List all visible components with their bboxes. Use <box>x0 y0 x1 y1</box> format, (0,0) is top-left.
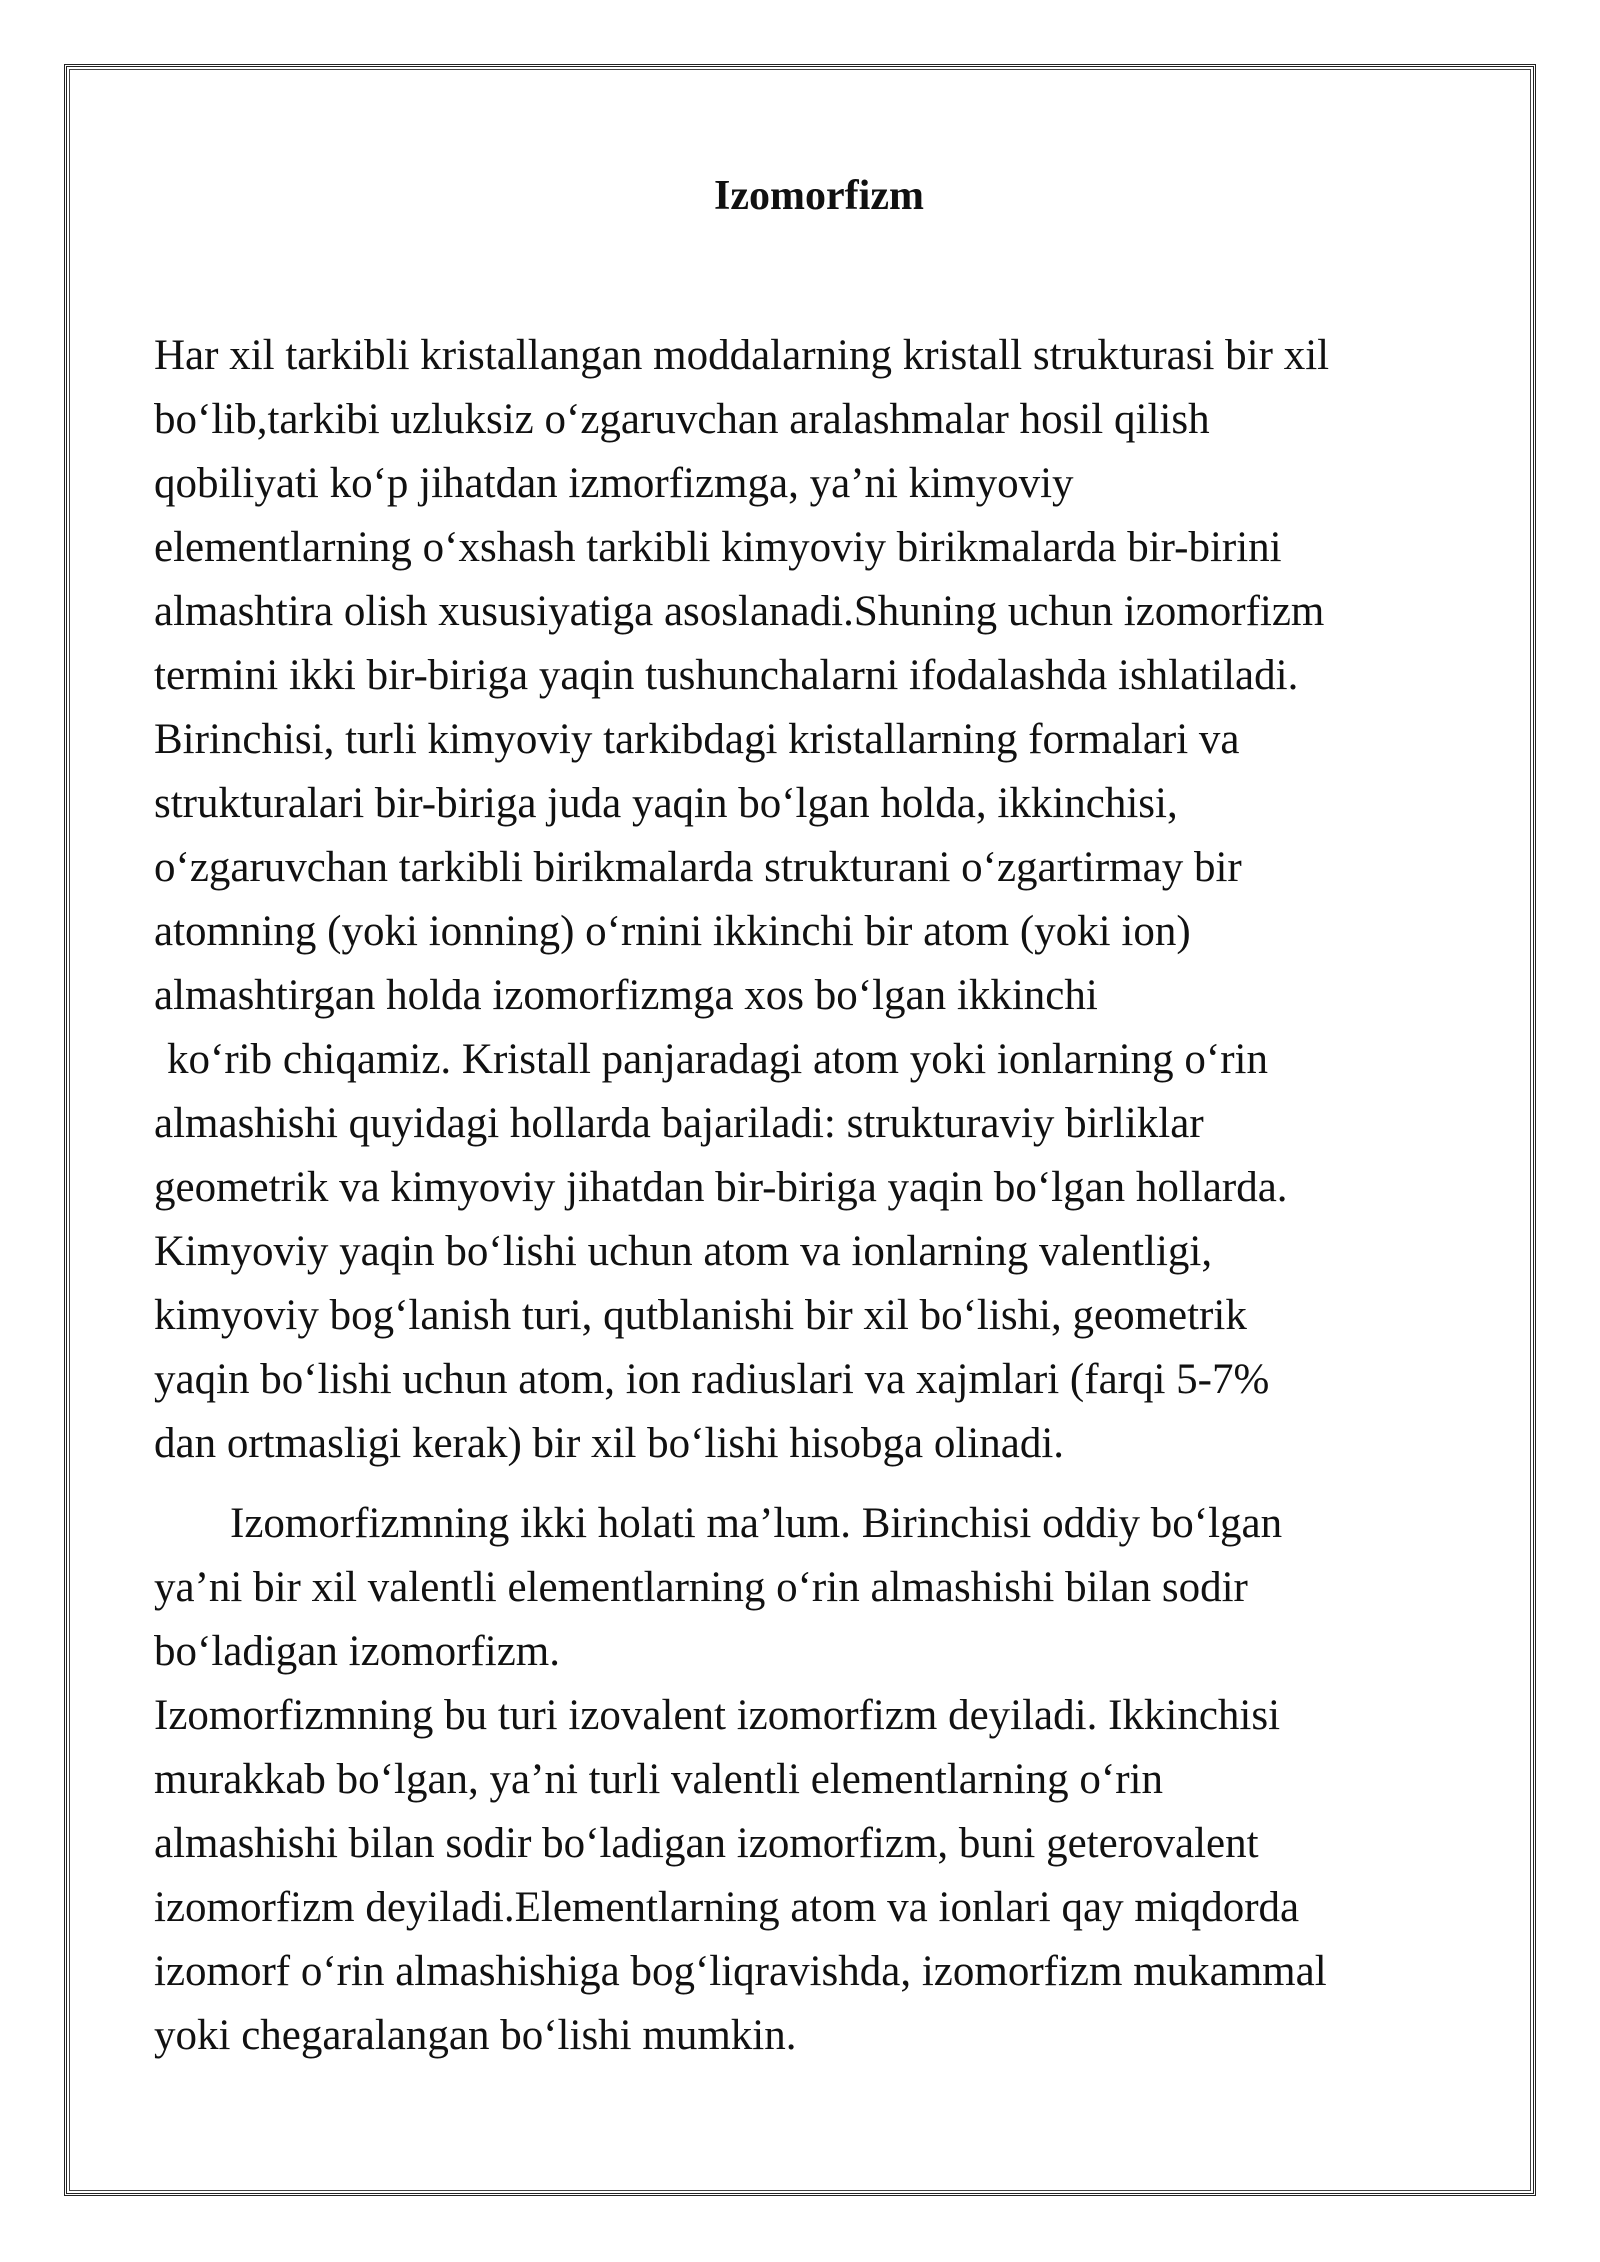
text-line: murakkab bo‘lgan, ya’ni turli valentli elementlarning o‘rin <box>154 1756 1163 1803</box>
text-line: yoki chegaralangan bo‘lishi mumkin. <box>154 2012 797 2059</box>
text-line: almashtirgan holda izomorfizmga xos bo‘lgan ikkinchi <box>154 972 1098 1019</box>
text-line: qobiliyati ko‘p jihatdan izmorfizmga, ya’ni kimyoviy <box>154 460 1074 507</box>
document-body <box>154 166 1484 2068</box>
text-line: Izomorfizmning ikki holati ma’lum. Birinchisi oddiy bo‘lgan <box>230 1500 1283 1547</box>
text-line: o‘zgaruvchan tarkibli birikmalarda strukturani o‘zgartirmay bir <box>154 844 1242 891</box>
text-line: izomorf o‘rin almashishiga bog‘liqravishda, izomorfizm mukammal <box>154 1948 1327 1995</box>
text-line: Izomorfizmning bu turi izovalent izomorfizm deyiladi. Ikkinchisi <box>154 1692 1281 1739</box>
text-line: kimyoviy bog‘lanish turi, qutblanishi bir xil bo‘lishi, geometrik <box>154 1292 1247 1339</box>
text-line: Birinchisi, turli kimyoviy tarkibdagi kristallarning formalari va <box>154 716 1240 763</box>
paragraph-1 <box>154 324 1484 1476</box>
text-line: termini ikki bir-biriga yaqin tushunchalarni ifodalashda ishlatiladi. <box>154 652 1299 699</box>
text-line: Har xil tarkibli kristallangan moddalarning kristall strukturasi bir xil <box>154 332 1330 379</box>
paragraph-2 <box>154 1492 1484 2068</box>
text-line: strukturalari bir-biriga juda yaqin bo‘lgan holda, ikkinchisi, <box>154 780 1178 827</box>
text-line: atomning (yoki ionning) o‘rnini ikkinchi bir atom (yoki ion) <box>154 908 1191 955</box>
text-line: almashtira olish xususiyatiga asoslanadi.Shuning uchun izomorfizm <box>154 588 1325 635</box>
text-line: almashishi quyidagi hollarda bajariladi: strukturaviy birliklar <box>154 1100 1204 1147</box>
text-line: almashishi bilan sodir bo‘ladigan izomorfizm, buni geterovalent <box>154 1820 1259 1867</box>
text-line: geometrik va kimyoviy jihatdan bir-biriga yaqin bo‘lgan hollarda. <box>154 1164 1288 1211</box>
document-title: Izomorfizm <box>714 173 924 219</box>
text-line: izomorfizm deyiladi.Elementlarning atom va ionlari qay miqdorda <box>154 1884 1300 1931</box>
text-line: yaqin bo‘lishi uchun atom, ion radiuslari va xajmlari (farqi 5-7% <box>154 1356 1270 1403</box>
text-line: elementlarning o‘xshash tarkibli kimyoviy birikmalarda bir-birini <box>154 524 1282 571</box>
text-line: Kimyoviy yaqin bo‘lishi uchun atom va ionlarning valentligi, <box>154 1228 1213 1275</box>
paragraph-spacer <box>154 1476 1484 1492</box>
text-line: dan ortmasligi kerak) bir xil bo‘lishi hisobga olinadi. <box>154 1420 1065 1467</box>
text-line: ya’ni bir xil valentli elementlarning o‘rin almashishi bilan sodir <box>154 1564 1248 1611</box>
text-line: bo‘lib,tarkibi uzluksiz o‘zgaruvchan aralashmalar hosil qilish <box>154 396 1210 443</box>
text-line: bo‘ladigan izomorfizm. <box>154 1628 560 1675</box>
text-line: ko‘rib chiqamiz. Kristall panjaradagi atom yoki ionlarning o‘rin <box>167 1036 1268 1083</box>
